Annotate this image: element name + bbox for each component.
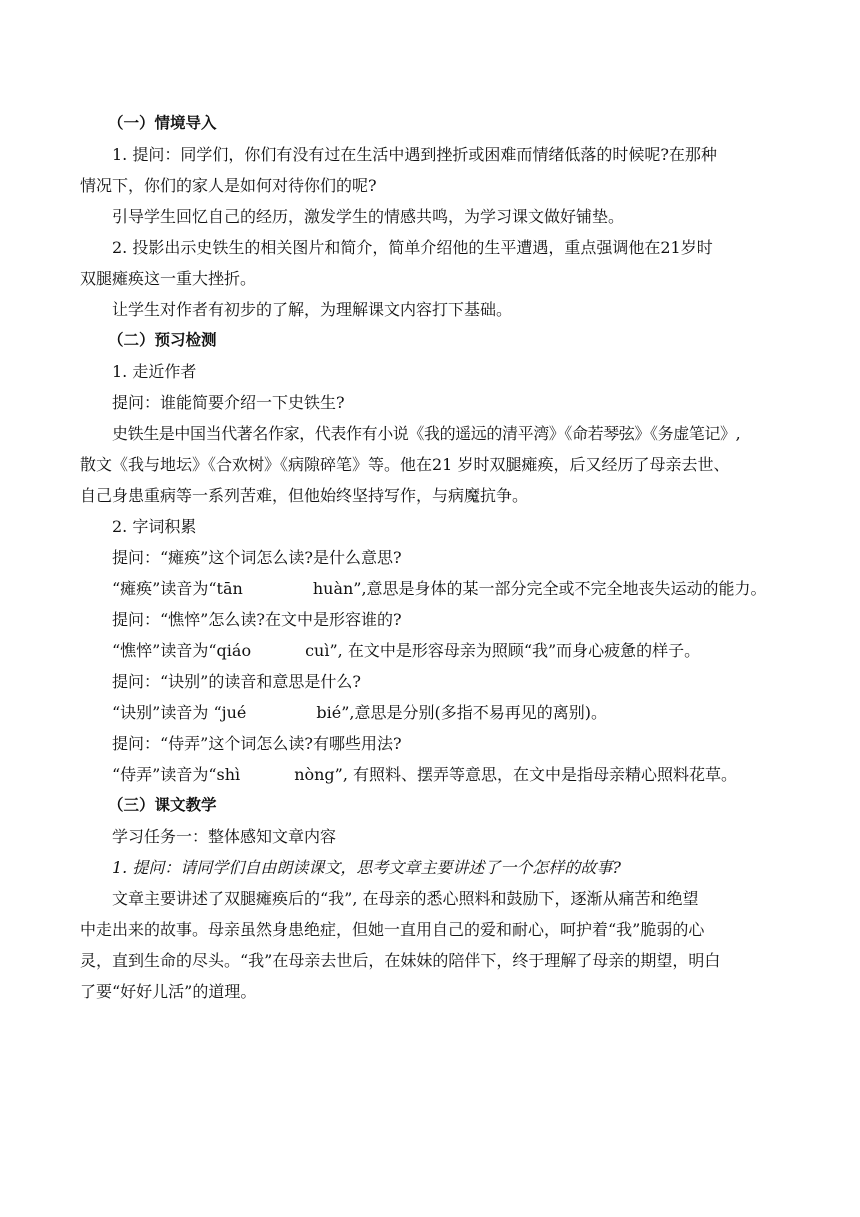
question: 提问：“侍弄”这个词怎么读?有哪些用法?: [112, 734, 402, 753]
paragraph: 文章主要讲述了双腿瘫痪后的“我”, 在母亲的悉心照料和鼓励下，逐渐从痛苦和绝望: [112, 889, 699, 908]
question: 1. 提问：请同学们自由朗读课文，思考文章主要讲述了一个怎样的故事?: [112, 858, 621, 877]
paragraph: 双腿瘫痪这一重大挫折。: [80, 269, 257, 288]
paragraph: 学习任务一：整体感知文章内容: [112, 827, 337, 846]
pinyin: nòng”: [294, 765, 343, 784]
answer: [80, 759, 780, 790]
paragraph: 史铁生是中国当代著名作家，代表作有小说《我的遥远的清平湾》《命若琴弦》《务虚笔记》,: [112, 424, 741, 443]
pinyin: huàn”: [312, 579, 362, 598]
answer: [80, 635, 780, 666]
answer: [80, 573, 780, 604]
paragraph: 让学生对作者有初步的了解，为理解课文内容打下基础。: [112, 300, 513, 319]
section-heading-3: （三）课文教学: [108, 796, 217, 814]
answer-text: , 有照料、摆弄等意思，在文中是指母亲精心照料花草。: [342, 765, 738, 784]
pinyin: cuì”: [305, 641, 338, 660]
paragraph: 中走出来的故事。母亲虽然身患绝症，但她一直用自己的爱和耐心，呵护着“我”脆弱的心: [80, 920, 705, 939]
answer-text: “憔悴”读音为“qiáo: [112, 641, 252, 660]
paragraph: 提问：谁能简要介绍一下史铁生?: [112, 393, 345, 412]
answer-text: , 在文中是形容母亲为照顾“我”而身心疲惫的样子。: [337, 641, 701, 660]
document-body: [80, 108, 780, 1007]
paragraph: 2. 投影出示史铁生的相关图片和简介，简单介绍他的生平遭遇，重点强调他在21岁时: [112, 238, 713, 257]
answer-text: “诀别”读音为 “jué: [112, 703, 247, 722]
pinyin: bié”: [316, 703, 350, 722]
paragraph: 情况下，你们的家人是如何对待你们的呢?: [80, 176, 377, 195]
paragraph: 了要“好好儿活”的道理。: [80, 982, 257, 1001]
answer-text: “侍弄”读音为“shì: [112, 765, 241, 784]
question: 提问：“诀别”的读音和意思是什么?: [112, 672, 361, 691]
answer-text: “瘫痪”读音为“tān: [112, 579, 243, 598]
question: 提问：“憔悴”怎么读?在文中是形容谁的?: [112, 610, 402, 629]
paragraph: 1. 走近作者: [112, 362, 197, 381]
paragraph: 引导学生回忆自己的经历，激发学生的情感共鸣，为学习课文做好铺垫。: [112, 207, 625, 226]
paragraph: 2. 字词积累: [112, 517, 197, 536]
paragraph: 散文《我与地坛》《合欢树》《病隙碎笔》等。他在21 岁时双腿瘫痪，后又经历了母亲去世、: [80, 455, 730, 474]
answer-text: ,意思是分别(多指不易再见的离别)。: [349, 703, 607, 722]
paragraph: 1. 提问：同学们，你们有没有过在生活中遇到挫折或困难而情绪低落的时候呢?在那种: [112, 145, 717, 164]
question: 提问：“瘫痪”这个词怎么读?是什么意思?: [112, 548, 402, 567]
answer-text: ,意思是身体的某一部分完全或不完全地丧失运动的能力。: [361, 579, 767, 598]
answer: [80, 697, 780, 728]
section-heading-2: （二）预习检测: [108, 331, 217, 349]
paragraph: 灵，直到生命的尽头。“我”在母亲去世后，在妹妹的陪伴下，终于理解了母亲的期望，明白: [80, 951, 721, 970]
paragraph: 自己身患重病等一系列苦难，但他始终坚持写作，与病魔抗争。: [80, 486, 529, 505]
section-heading-1: （一）情境导入: [108, 114, 217, 132]
